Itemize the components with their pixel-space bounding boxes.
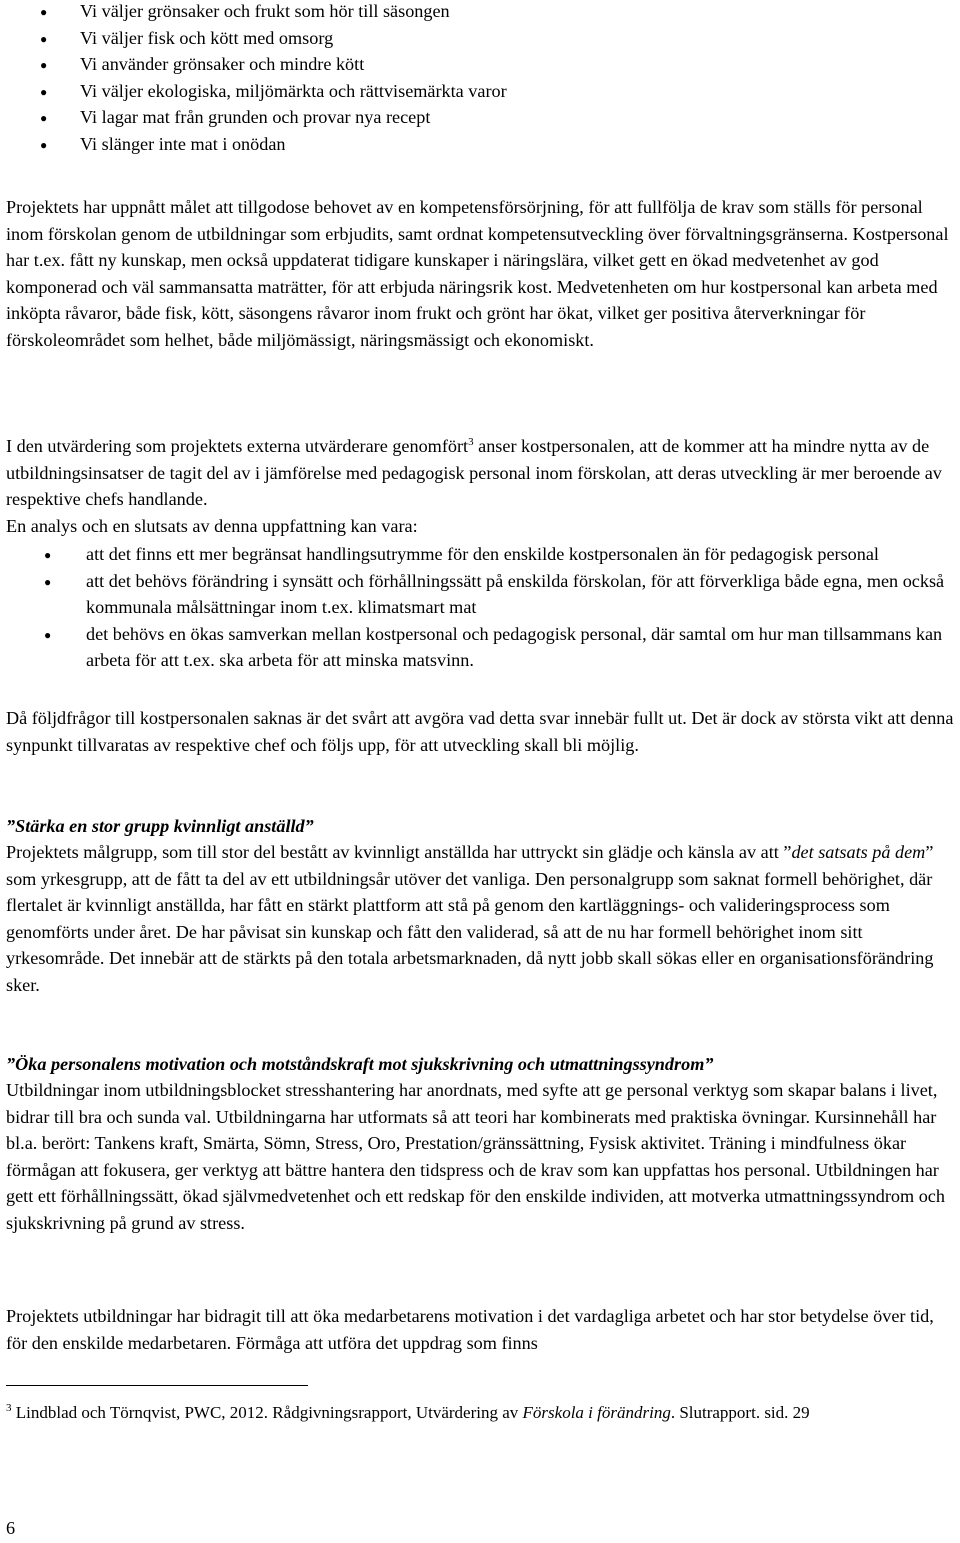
paragraph-analysis-intro: En analys och en slutsats av denna uppfattning kan vara: [6, 516, 418, 536]
footnote-text: Lindblad och Törnqvist, PWC, 2012. Rådgivningsrapport, Utvärdering av [11, 1403, 523, 1422]
list-item: ● Vi använder grönsaker och mindre kött [80, 51, 940, 78]
paragraph-stress-training: Utbildningar inom utbildningsblocket stresshantering har anordnats, med syfte att ge personal verktyg som skapar balans i livet, bidrar till bra och sunda val. Utbildningarna har utformats så att teori har kombinerats med praktiska övningar. Kursinnehåll har bl.a. berört: Tankens kraft, Smärta, Sömn, Stress, Oro, Prestation/gränssättning, Fysisk aktivitet. Träning i mindfulness ökar förmågan att fokusera, ger verktyg att bättre hantera den tidspress och de krav som kan uppfattas hos personal. Utbildningen har gett ett förhållningssätt, ökad självmedvetenhet och ett redskap för den enskilde individen, att motverka utmattningssyndrom och sjukskrivning på grund av stress. [6, 1080, 945, 1233]
list-item: ● Vi slänger inte mat i onödan [80, 131, 940, 158]
list-item: ● att det behövs förändring i synsätt och förhållningssätt på enskilda förskolan, för att förverkliga både egna, men också kommunala målsättningar inom t.ex. klimatsmart mat [86, 568, 956, 621]
paragraph-evaluation [6, 433, 956, 513]
list-item: ● Vi väljer ekologiska, miljömärkta och rättvisemärkta varor [80, 78, 940, 105]
footnote-title: Förskola i förändring [522, 1403, 671, 1422]
paragraph-followup: Då följdfrågor till kostpersonalen saknas är det svårt att avgöra vad detta svar innebär fullt ut. Det är dock av största vikt att denna synpunkt tillvaratas av respektive chef och följs upp, för att utveckling skall bli möjlig. [6, 708, 954, 755]
list-item: ● Vi väljer fisk och kött med omsorg [80, 25, 940, 52]
footnote-separator [6, 1385, 308, 1386]
list-item: ● det behövs en ökas samverkan mellan kostpersonal och pedagogisk personal, där samtal om hur man tillsammans kan arbeta för att t.ex. ska arbeta för att minska matsvinn. [86, 621, 956, 674]
emphasis-text: det satsats på dem [791, 842, 926, 862]
list-item: ● att det finns ett mer begränsat handlingsutrymme för den enskilde kostpersonalen än för pedagogisk personal [86, 541, 956, 568]
paragraph-target-group [6, 839, 956, 999]
footnote-text: . Slutrapport. sid. 29 [670, 1403, 810, 1422]
paragraph-text: Projektets målgrupp, som till stor del bestått av kvinnligt anställda har uttryckt sin glädje och känsla av att ” [6, 842, 792, 862]
section-heading-strengthen: ”Stärka en stor grupp kvinnligt anställd” [6, 816, 314, 836]
paragraph-competence: Projektets har uppnått målet att tillgodose behovet av en kompetensförsörjning, för att fullfölja de krav som ställs för personal inom förskolan genom de utbildningar som erbjudits, samt ordnat kompetensutveckling över förvaltningsgränserna. Kostpersonal har t.ex. fått ny kunskap, men också uppdaterat tidigare kunskaper i näringslära, vilket gett en ökad medvetenhet av god komponerad och väl sammansatta maträtter, för att erbjuda näringsrik kost. Medvetenheten om hur kostpersonal kan arbeta med inköpta råvaror, både fisk, kött, säsongens råvaror inom frukt och grönt har ökat, vilket ger positiva återverkningar för förskoleområdet som helhet, både miljömässigt, näringsmässigt och ekonomiskt. [6, 197, 949, 350]
analysis-bullet-list [86, 541, 956, 674]
goals-bullet-list [80, 0, 940, 158]
section-heading-motivation: ”Öka personalens motivation och motståndskraft mot sjukskrivning och utmattningssyndrom” [6, 1054, 714, 1074]
list-item: ● Vi väljer grönsaker och frukt som hör till säsongen [80, 0, 940, 25]
footnote-number: 3 [6, 1402, 12, 1414]
page-number: 6 [6, 1518, 16, 1538]
list-item: ● Vi lagar mat från grunden och provar nya recept [80, 104, 940, 131]
paragraph-text: anser kostpersonalen, att de kommer att ha mindre nytta av de utbildningsinsatser de tagit del av i jämförelse med pedagogisk personal inom förskolan, att deras utveckling är mer beroende av respektive chefs handlande. [6, 436, 942, 510]
paragraph-text: ” som yrkesgrupp, att de fått ta del av ett utbildningsår utöver det vanliga. Den personalgrupp som saknat formell behörighet, där flertalet är kvinnligt anställda, har fått en stärkt plattform att stå på genom den kartläggnings- och valideringsprocess som genomförts under året. De har påvisat sin kunskap och fått den validerad, så att de nu har formell behörighet inom sitt yrkesområde. Det innebär att de stärkts på den totala arbetsmarknaden, då nytt jobb skall sökas eller en organisationsförändring sker. [6, 842, 934, 995]
footnote [6, 1400, 956, 1425]
paragraph-text: I den utvärdering som projektets externa utvärderare genomfört [6, 436, 469, 456]
footnote-reference: 3 [468, 436, 474, 448]
paragraph-motivation: Projektets utbildningar har bidragit till att öka medarbetarens motivation i det vardagliga arbetet och har stor betydelse över tid, för den enskilde medarbetaren. Förmåga att utföra det uppdrag som finns [6, 1306, 934, 1353]
